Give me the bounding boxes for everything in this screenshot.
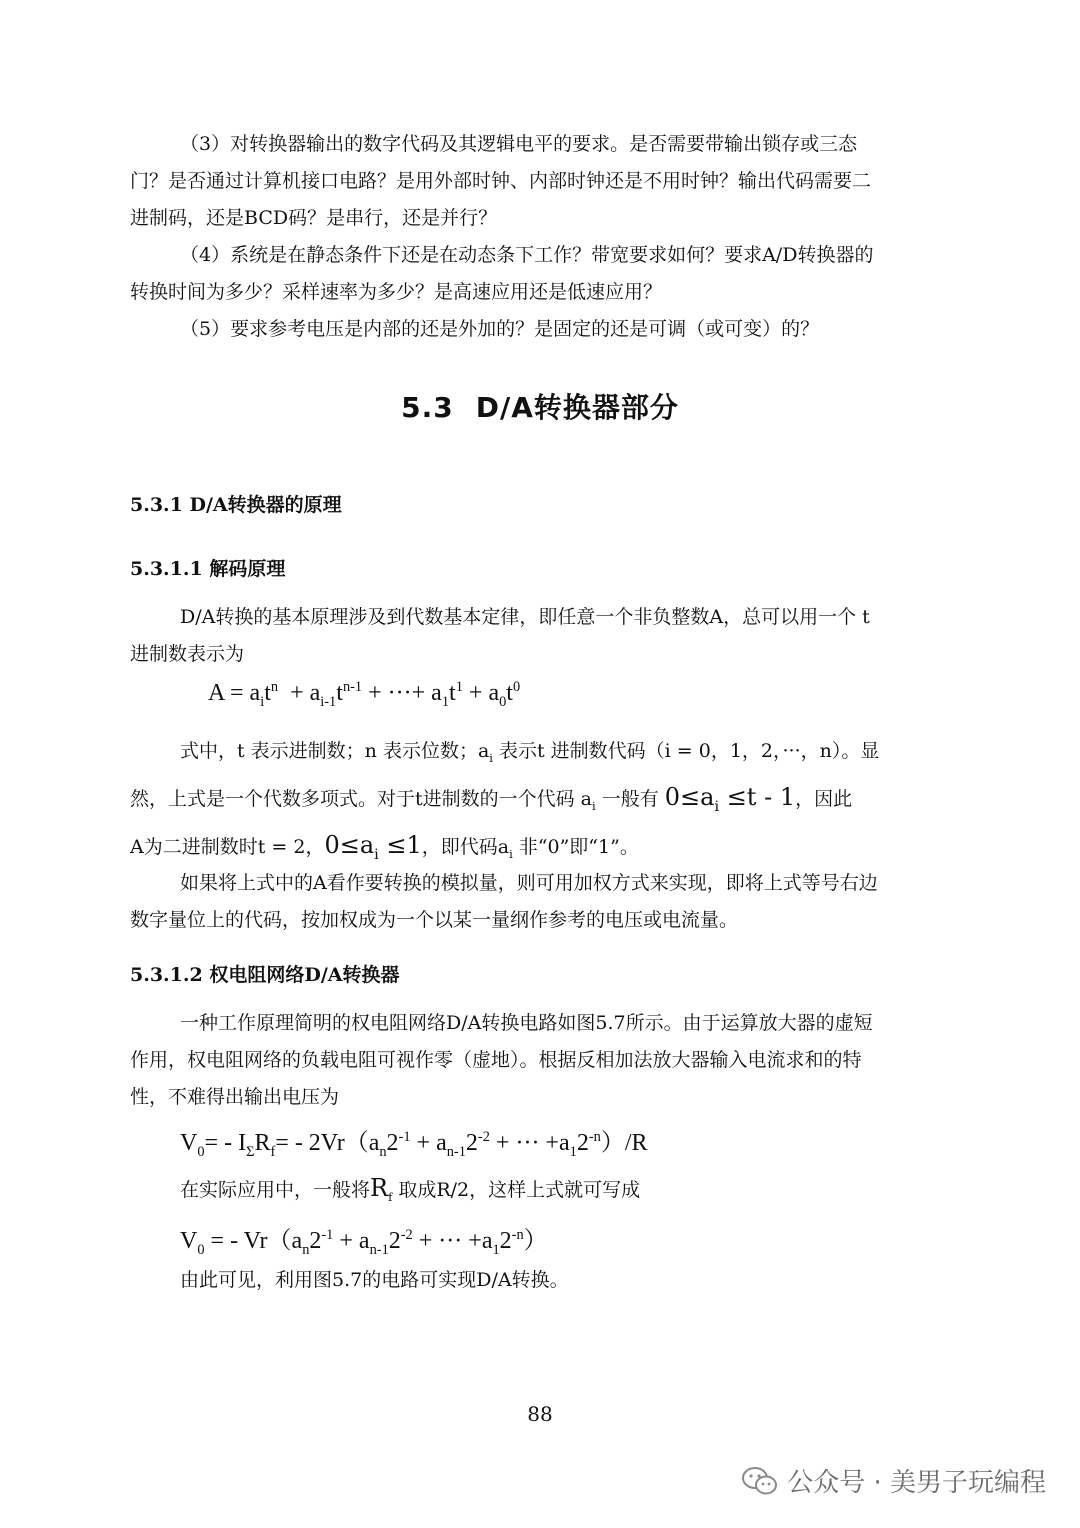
subsubsection-heading-decoding: 5.3.1.1 解码原理 — [130, 558, 286, 580]
decode-explanation-paragraph: 式中，t 表示进制数；n 表示位数；$a_i$ 表示t 进制数代码（i = 0，1，2，···，n）。显 然，上式是一个代数多项式。对于t进制数的一个代码 $a_i$ 一般有 $0\le a_i \le t - 1$，因此 A为二进制数时t = 2，$0\le a_i \le 1$，即代码$a_i$ 非“0”即“1”。 — [130, 740, 880, 863]
wechat-icon — [741, 1466, 779, 1496]
item-4-line-2: 转换时间为多少？采样速率为多少？是高速应用还是低速应用？ — [130, 281, 663, 303]
item-3-line-3: 进制码，还是BCD码？是串行，还是并行？ — [130, 207, 498, 229]
subsection-heading: 5.3.1 D/A转换器的原理 — [130, 494, 342, 516]
decode-intro-line-2: 进制数表示为 — [130, 643, 245, 665]
formula-polynomial: $A = a_it^n + a_{i-1}t^{n-1}$ + ···+ $a_1t^1 + a_0t^0$ — [208, 679, 521, 710]
weighted-conclusion: 由此可见，利用图5.7的电路可实现D/A转换。 — [180, 1269, 569, 1291]
item-5-paragraph — [130, 311, 950, 348]
item-3-line-2: 门？是否通过计算机接口电路？是用外部时钟、内部时钟还是不用时钟？输出代码需要二 — [130, 170, 872, 192]
item-3-line-1: （3）对转换器输出的数字代码及其逻辑电平的要求。是否需要带输出锁存或三态 — [180, 133, 858, 155]
formula-simplified: $V_0$ = - $Vr(a_n2^{-1} + a_{n-1}2^{-2}$ + ··· $+a_12^{-n}$） — [180, 1227, 548, 1258]
section-title-text: D/A转换器部分 — [475, 391, 679, 424]
inequality-t: $0\le a_i \le t - 1$ — [664, 783, 796, 815]
item-4-line-1: （4）系统是在静态条件下还是在动态条下工作？带宽要求如何？要求A/D转换器的 — [180, 244, 874, 266]
item-3-paragraph — [130, 126, 950, 237]
decode-intro-paragraph — [130, 599, 950, 673]
decode-intro-line-1: D/A转换的基本原理涉及到代数基本定律，即任意一个非负整数A，总可以用一个 t — [180, 606, 870, 628]
section-number: 5.3 — [401, 391, 454, 424]
decode-weighting-paragraph: 如果将上式中的A看作要转换的模拟量，则可用加权方式来实现，即将上式等号右边 数字量位上的代码，按加权成为一个以某一量纲作参考的电压或电流量。 — [130, 872, 878, 931]
watermark — [741, 1462, 1046, 1499]
watermark-text: 公众号 · 美男子玩编程 — [787, 1468, 1046, 1498]
weighted-intro-paragraph: 一种工作原理简明的权电阻网络D/A转换电路如图5.7所示。由于运算放大器的虚短 作用，权电阻网络的负载电阻可视作零（虚地）。根据反相加法放大器输入电流求和的特 性，不难得出输出电压为 — [130, 1012, 873, 1108]
section-title — [0, 386, 1080, 426]
item-5-line: （5）要求参考电压是内部的还是外加的？是固定的还是可调（或可变）的？ — [180, 318, 820, 340]
formula-output-voltage: $V_0= - I_\Sigma R_f= - 2Vr(a_n2^{-1} + a_{n-1}2^{-2}$ + ··· $+a_12^{-n})/R$ — [180, 1129, 648, 1160]
inequality-binary: $0\le a_i \le 1$ — [324, 831, 422, 863]
page-number: 88 — [527, 1402, 553, 1426]
subsubsection-heading-weighted: 5.3.1.2 权电阻网络D/A转换器 — [130, 964, 400, 986]
item-4-paragraph — [130, 237, 950, 311]
weighted-note-paragraph: 在实际应用中，一般将$R_f$ 取成R/2，这样上式就可写成 — [180, 1174, 641, 1204]
